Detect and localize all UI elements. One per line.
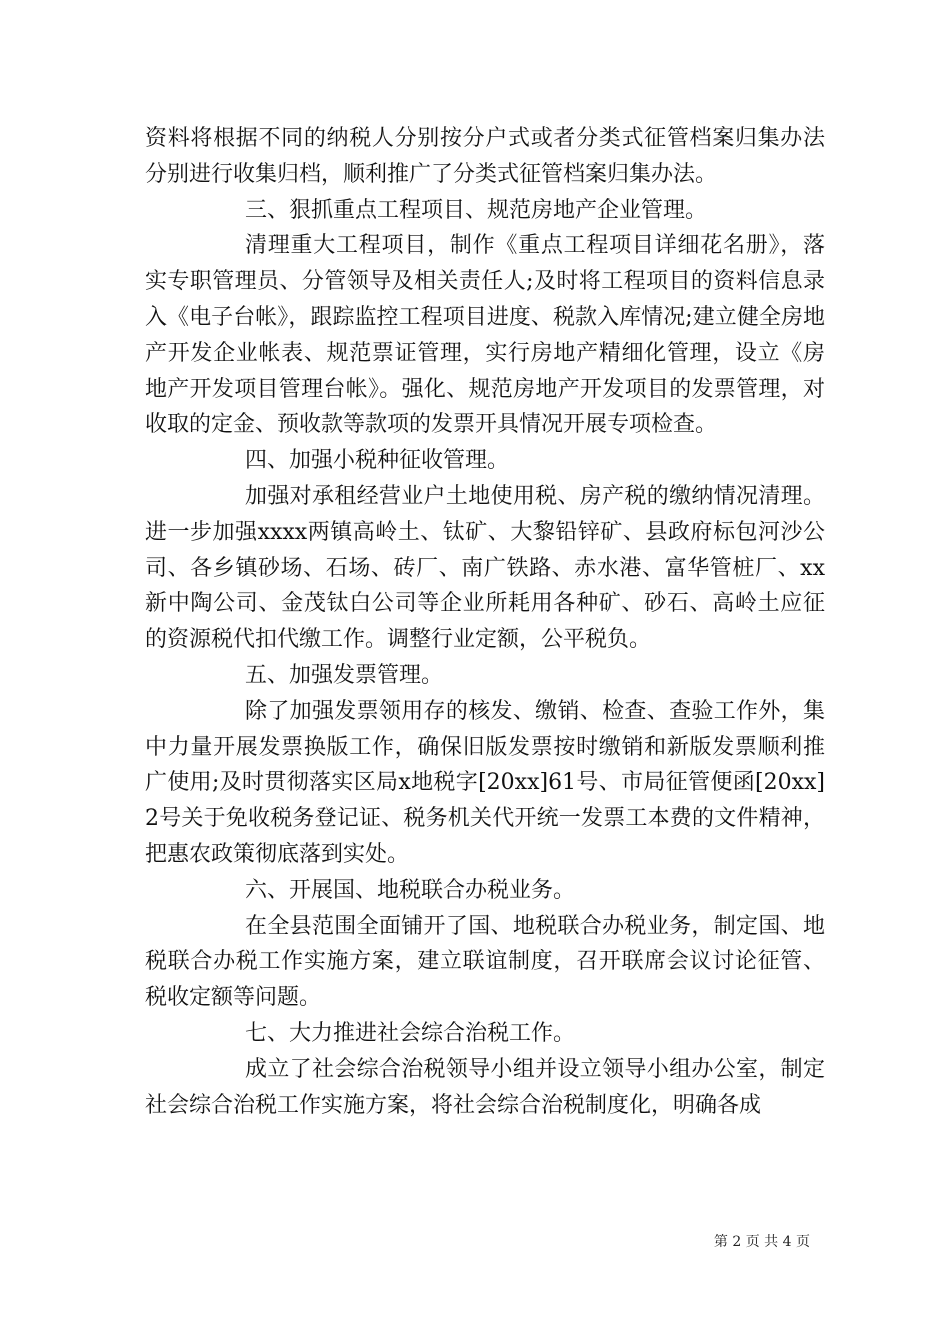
- document-body: [145, 121, 825, 1123]
- section-heading-5: 五、加强发票管理。: [245, 662, 444, 688]
- paragraph-section-4: 加强对承租经营业户土地使用税、房产税的缴纳情况清理。进一步加强xxxx两镇高岭土、钛矿、大黎铅锌矿、县政府标包河沙公司、各乡镇砂场、石场、砖厂、南广铁路、赤水港、富华管桩厂、xx新中陶公司、金茂钛白公司等企业所耗用各种矿、砂石、高岭土应征的资源税代扣代缴工作。调整行业定额，公平税负。: [145, 483, 825, 653]
- paragraph-continuation: 资料将根据不同的纳税人分别按分户式或者分类式征管档案归集办法分别进行收集归档，顺利推广了分类式征管档案归集办法。: [145, 126, 825, 187]
- page-number: 第 2 页 共 4 页: [713, 1234, 810, 1250]
- section-heading-4: 四、加强小税种征收管理。: [245, 448, 510, 474]
- section-heading-3: 三、狠抓重点工程项目、规范房地产企业管理。: [245, 197, 708, 223]
- paragraph-section-3: 清理重大工程项目，制作《重点工程项目详细花名册》，落实专职管理员、分管领导及相关责任人;及时将工程项目的资料信息录入《电子台帐》，跟踪监控工程项目进度、税款入库情况;建立健全房地产开发企业帐表、规范票证管理，实行房地产精细化管理，设立《房地产开发项目管理台帐》。强化、规范房地产开发项目的发票管理，对收取的定金、预收款等款项的发票开具情况开展专项检查。: [145, 233, 825, 438]
- section-heading-6: 六、开展国、地税联合办税业务。: [245, 877, 576, 903]
- section-heading-7: 七、大力推进社会综合治税工作。: [245, 1020, 576, 1046]
- paragraph-section-7: 成立了社会综合治税领导小组并设立领导小组办公室，制定社会综合治税工作实施方案，将社会综合治税制度化，明确各成: [145, 1056, 825, 1118]
- paragraph-section-5: 除了加强发票领用存的核发、缴销、检查、查验工作外，集中力量开展发票换版工作，确保旧版发票按时缴销和新版发票顺利推广使用;及时贯彻落实区局x地税字[20xx]61号、市局征管便函[20xx]2号关于免收税务登记证、税务机关代开统一发票工本费的文件精神，把惠农政策彻底落到实处。: [145, 698, 825, 867]
- paragraph-section-6: 在全县范围全面铺开了国、地税联合办税业务，制定国、地税联合办税工作实施方案，建立联谊制度，召开联席会议讨论征管、税收定额等问题。: [145, 913, 825, 1011]
